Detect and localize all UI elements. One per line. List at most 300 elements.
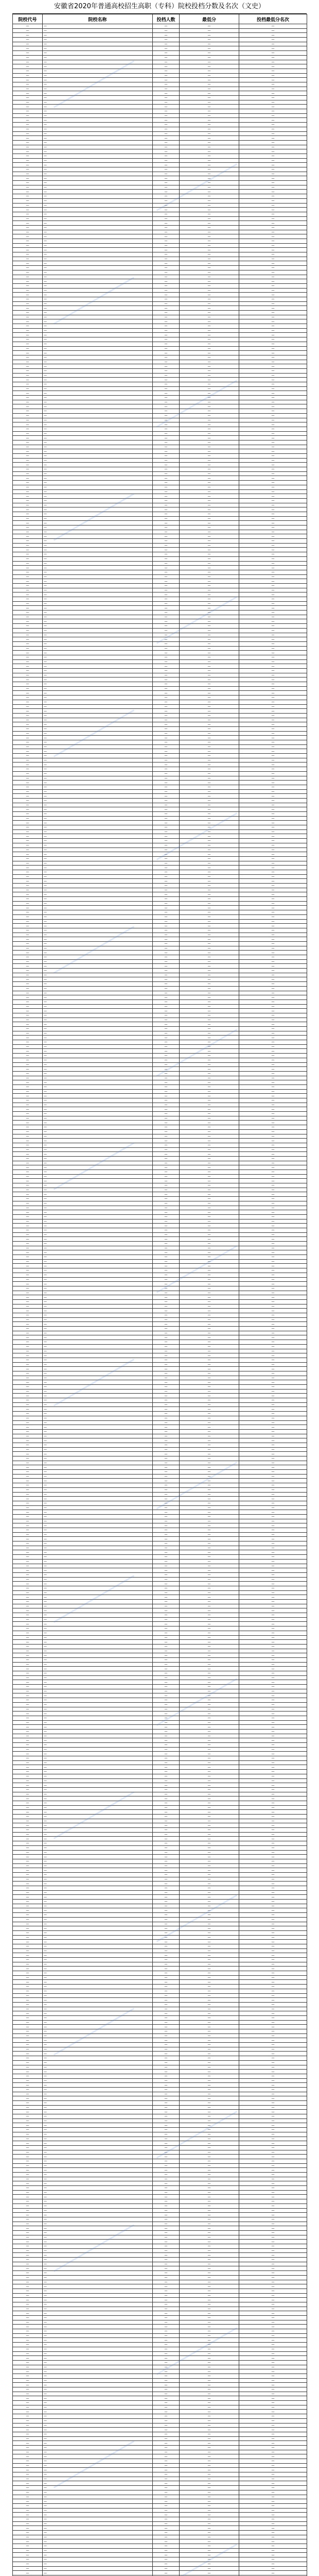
cell-count: — (153, 2468, 180, 2472)
cell-score: — (180, 87, 239, 91)
cell-count: — (153, 1653, 180, 1658)
table-row (13, 664, 307, 669)
cell-score: — (180, 422, 239, 427)
table-row (13, 1971, 307, 1976)
table-row (13, 1299, 307, 1304)
cell-name: — (43, 2302, 153, 2307)
table-row (13, 2217, 307, 2222)
cell-rank: — (239, 2289, 307, 2293)
cell-name: — (43, 1058, 153, 1062)
cell-count: — (153, 2392, 180, 2396)
table-row (13, 1076, 307, 1080)
cell-code: — (13, 1170, 43, 1175)
cell-code: — (13, 283, 43, 288)
cell-count: — (153, 91, 180, 96)
cell-code: — (13, 1376, 43, 1380)
cell-count: — (153, 686, 180, 691)
cell-count: — (153, 512, 180, 516)
cell-score: — (180, 1067, 239, 1072)
cell-rank: — (239, 2114, 307, 2119)
cell-count: — (153, 1147, 180, 1152)
cell-rank: — (239, 606, 307, 611)
cell-code: — (13, 136, 43, 141)
cell-code: — (13, 892, 43, 897)
cell-code: — (13, 1975, 43, 1980)
table-row (13, 2020, 307, 2025)
cell-name: — (43, 2168, 153, 2173)
cell-name: — (43, 1608, 153, 1613)
cell-name: — (43, 1582, 153, 1586)
cell-rank: — (239, 2347, 307, 2351)
cell-code: — (13, 2347, 43, 2351)
table-row (13, 1922, 307, 1926)
cell-code: — (13, 1930, 43, 1935)
cell-code: — (13, 937, 43, 942)
table-row (13, 1935, 307, 1940)
cell-code: — (13, 1600, 43, 1604)
cell-code: — (13, 951, 43, 955)
cell-score: — (180, 1492, 239, 1497)
cell-rank: — (239, 1649, 307, 1653)
cell-code: — (13, 194, 43, 199)
cell-rank: — (239, 1819, 307, 1823)
table-row (13, 1049, 307, 1054)
cell-code: — (13, 1407, 43, 1412)
cell-name: — (43, 1349, 153, 1353)
table-row (13, 1523, 307, 1528)
cell-score: — (180, 1514, 239, 1519)
cell-code: — (13, 991, 43, 995)
cell-score: — (180, 1823, 239, 1828)
cell-name: — (43, 1815, 153, 1819)
cell-score: — (180, 2369, 239, 2374)
table-row (13, 879, 307, 884)
cell-code: — (13, 221, 43, 226)
cell-code: — (13, 2557, 43, 2562)
cell-rank: — (239, 561, 307, 566)
cell-code: — (13, 105, 43, 109)
cell-count: — (153, 422, 180, 427)
cell-score: — (180, 136, 239, 141)
cell-score: — (180, 1707, 239, 1711)
cell-score: — (180, 346, 239, 351)
cell-score: — (180, 696, 239, 700)
cell-score: — (180, 906, 239, 910)
cell-rank: — (239, 1640, 307, 1645)
cell-rank: — (239, 682, 307, 687)
cell-count: — (153, 1734, 180, 1738)
cell-code: — (13, 1394, 43, 1398)
cell-rank: — (239, 1877, 307, 1882)
cell-code: — (13, 1993, 43, 1998)
table-row (13, 1810, 307, 1815)
cell-code: — (13, 346, 43, 351)
cell-score: — (180, 2316, 239, 2320)
cell-score: — (180, 275, 239, 279)
cell-name: — (43, 959, 153, 964)
cell-name: — (43, 463, 153, 467)
cell-count: — (153, 1765, 180, 1770)
cell-code: — (13, 1564, 43, 1568)
cell-count: — (153, 2038, 180, 2043)
table-row (13, 266, 307, 270)
cell-score: — (180, 1255, 239, 1260)
cell-code: — (13, 449, 43, 454)
cell-score: — (180, 579, 239, 584)
table-row (13, 543, 307, 548)
cell-rank: — (239, 1107, 307, 1112)
cell-score: — (180, 2137, 239, 2141)
cell-rank: — (239, 1797, 307, 1801)
table-row (13, 530, 307, 534)
cell-code: — (13, 1783, 43, 1788)
cell-score: — (180, 1845, 239, 1850)
cell-rank: — (239, 1040, 307, 1045)
cell-score: — (180, 1179, 239, 1183)
cell-name: — (43, 964, 153, 969)
cell-name: — (43, 1926, 153, 1931)
cell-count: — (153, 2566, 180, 2571)
cell-count: — (153, 2208, 180, 2213)
cell-count: — (153, 368, 180, 373)
cell-count: — (153, 1908, 180, 1913)
header-min-score-rank: 投档最低分名次 (239, 14, 307, 24)
cell-score: — (180, 2499, 239, 2504)
cell-name: — (43, 1913, 153, 1918)
cell-code: — (13, 2020, 43, 2025)
cell-score: — (180, 208, 239, 212)
cell-code: — (13, 1353, 43, 1358)
cell-name: — (43, 1523, 153, 1528)
cell-code: — (13, 866, 43, 870)
cell-name: — (43, 1335, 153, 1340)
cell-code: — (13, 2396, 43, 2401)
cell-code: — (13, 1872, 43, 1877)
cell-count: — (153, 888, 180, 892)
cell-count: — (153, 771, 180, 776)
cell-name: — (43, 1832, 153, 1837)
cell-code: — (13, 1183, 43, 1188)
cell-score: — (180, 597, 239, 602)
cell-score: — (180, 1855, 239, 1859)
cell-code: — (13, 713, 43, 718)
cell-score: — (180, 1980, 239, 1985)
cell-count: — (153, 619, 180, 624)
cell-count: — (153, 937, 180, 942)
cell-name: — (43, 1371, 153, 1376)
table-row (13, 641, 307, 646)
cell-score: — (180, 606, 239, 611)
cell-rank: — (239, 400, 307, 404)
cell-name: — (43, 664, 153, 669)
cell-rank: — (239, 1734, 307, 1738)
cell-code: — (13, 1586, 43, 1590)
table-row (13, 682, 307, 687)
cell-name: — (43, 829, 153, 834)
cell-count: — (153, 2137, 180, 2141)
cell-count: — (153, 208, 180, 212)
cell-score: — (180, 1797, 239, 1801)
cell-rank: — (239, 489, 307, 494)
cell-rank: — (239, 2230, 307, 2235)
cell-score: — (180, 1246, 239, 1250)
cell-code: — (13, 628, 43, 633)
cell-score: — (180, 1863, 239, 1868)
cell-name: — (43, 221, 153, 226)
cell-score: — (180, 977, 239, 982)
cell-code: — (13, 924, 43, 928)
cell-rank: — (239, 87, 307, 91)
cell-rank: — (239, 266, 307, 270)
cell-score: — (180, 2155, 239, 2159)
cell-rank: — (239, 995, 307, 1000)
table-row (13, 489, 307, 494)
cell-name: — (43, 2571, 153, 2575)
cell-name: — (43, 100, 153, 105)
cell-score: — (180, 1640, 239, 1645)
cell-name: — (43, 2329, 153, 2334)
table-row (13, 38, 307, 42)
cell-code: — (13, 2043, 43, 2047)
cell-count: — (153, 1590, 180, 1595)
cell-count: — (153, 1707, 180, 1711)
cell-rank: — (239, 297, 307, 301)
cell-name: — (43, 1027, 153, 1031)
cell-count: — (153, 2070, 180, 2074)
cell-name: — (43, 1044, 153, 1049)
cell-score: — (180, 149, 239, 154)
cell-name: — (43, 1098, 153, 1103)
table-row (13, 856, 307, 861)
cell-code: — (13, 2141, 43, 2146)
cell-score: — (180, 1760, 239, 1765)
cell-code: — (13, 718, 43, 722)
cell-count: — (153, 2074, 180, 2078)
table-row (13, 2204, 307, 2208)
cell-rank: — (239, 1568, 307, 1573)
cell-score: — (180, 2007, 239, 2011)
cell-name: — (43, 888, 153, 892)
table-row (13, 1895, 307, 1900)
cell-name: — (43, 2450, 153, 2454)
cell-code: — (13, 1702, 43, 1707)
cell-code: — (13, 494, 43, 499)
cell-name: — (43, 1040, 153, 1045)
cell-score: — (180, 1420, 239, 1425)
cell-name: — (43, 1452, 153, 1456)
cell-score: — (180, 2047, 239, 2052)
cell-rank: — (239, 1152, 307, 1157)
cell-code: — (13, 2562, 43, 2566)
cell-code: — (13, 583, 43, 588)
cell-name: — (43, 574, 153, 579)
cell-name: — (43, 230, 153, 234)
cell-count: — (153, 1447, 180, 1452)
cell-code: — (13, 216, 43, 221)
cell-score: — (180, 874, 239, 879)
cell-score: — (180, 1657, 239, 1662)
cell-rank: — (239, 1139, 307, 1143)
cell-score: — (180, 1935, 239, 1940)
cell-score: — (180, 1438, 239, 1443)
cell-rank: — (239, 2159, 307, 2163)
cell-count: — (153, 2145, 180, 2150)
cell-name: — (43, 1062, 153, 1067)
cell-count: — (153, 2499, 180, 2504)
cell-rank: — (239, 1975, 307, 1980)
cell-score: — (180, 2307, 239, 2311)
cell-count: — (153, 243, 180, 248)
cell-code: — (13, 2155, 43, 2159)
cell-rank: — (239, 2503, 307, 2508)
table-row (13, 440, 307, 445)
cell-code: — (13, 1989, 43, 1993)
cell-name: — (43, 1407, 153, 1412)
cell-score: — (180, 991, 239, 995)
table-row (13, 754, 307, 758)
cell-name: — (43, 1930, 153, 1935)
cell-score: — (180, 234, 239, 239)
cell-count: — (153, 2329, 180, 2334)
cell-count: — (153, 467, 180, 472)
cell-count: — (153, 1948, 180, 1953)
cell-rank: — (239, 2060, 307, 2065)
table-row (13, 1313, 307, 1318)
cell-rank: — (239, 2150, 307, 2155)
cell-code: — (13, 1743, 43, 1748)
table-row (13, 1685, 307, 1689)
cell-name: — (43, 866, 153, 870)
cell-code: — (13, 1725, 43, 1730)
cell-code: — (13, 1877, 43, 1882)
cell-name: — (43, 843, 153, 848)
cell-name: — (43, 977, 153, 982)
cell-name: — (43, 1886, 153, 1891)
cell-score: — (180, 1783, 239, 1788)
cell-code: — (13, 1447, 43, 1452)
cell-rank: — (239, 2074, 307, 2078)
cell-name: — (43, 1917, 153, 1922)
cell-count: — (153, 2235, 180, 2240)
cell-rank: — (239, 154, 307, 158)
cell-rank: — (239, 839, 307, 843)
cell-score: — (180, 324, 239, 329)
cell-count: — (153, 1420, 180, 1425)
cell-code: — (13, 526, 43, 530)
cell-rank: — (239, 293, 307, 297)
cell-code: — (13, 1322, 43, 1327)
cell-code: — (13, 1631, 43, 1635)
cell-code: — (13, 485, 43, 489)
cell-score: — (180, 1600, 239, 1604)
cell-score: — (180, 445, 239, 449)
cell-code: — (13, 1859, 43, 1863)
cell-count: — (153, 1309, 180, 1313)
cell-count: — (153, 2307, 180, 2311)
cell-code: — (13, 1895, 43, 1900)
cell-count: — (153, 2347, 180, 2351)
cell-name: — (43, 2459, 153, 2464)
cell-count: — (153, 2562, 180, 2566)
table-row (13, 1291, 307, 1295)
cell-rank: — (239, 762, 307, 767)
cell-code: — (13, 2539, 43, 2544)
table-row (13, 1116, 307, 1121)
table-row (13, 2428, 307, 2432)
cell-rank: — (239, 601, 307, 606)
table-row (13, 1917, 307, 1922)
cell-score: — (180, 212, 239, 216)
cell-name: — (43, 2472, 153, 2477)
cell-name: — (43, 1465, 153, 1470)
cell-score: — (180, 1528, 239, 1533)
cell-code: — (13, 306, 43, 311)
cell-count: — (153, 615, 180, 619)
table-row (13, 216, 307, 221)
cell-code: — (13, 2410, 43, 2414)
table-row (13, 1582, 307, 1586)
cell-rank: — (239, 78, 307, 82)
cell-rank: — (239, 825, 307, 830)
cell-score: — (180, 789, 239, 794)
table-row (13, 140, 307, 145)
table-row (13, 2333, 307, 2338)
cell-count: — (153, 1622, 180, 1626)
table-row (13, 311, 307, 315)
table-row (13, 1532, 307, 1537)
table-row (13, 2508, 307, 2513)
cell-rank: — (239, 1667, 307, 1671)
cell-name: — (43, 1975, 153, 1980)
cell-rank: — (239, 754, 307, 758)
cell-code: — (13, 2173, 43, 2177)
cell-score: — (180, 1868, 239, 1873)
cell-score: — (180, 1644, 239, 1649)
table-row (13, 973, 307, 977)
table-row (13, 910, 307, 915)
cell-count: — (153, 744, 180, 749)
cell-name: — (43, 2217, 153, 2222)
cell-code: — (13, 861, 43, 866)
cell-name: — (43, 924, 153, 928)
cell-count: — (153, 100, 180, 105)
cell-score: — (180, 2289, 239, 2293)
cell-count: — (153, 781, 180, 785)
table-row (13, 744, 307, 749)
cell-rank: — (239, 136, 307, 141)
cell-count: — (153, 1188, 180, 1192)
table-row (13, 498, 307, 503)
cell-count: — (153, 1353, 180, 1358)
cell-code: — (13, 1698, 43, 1703)
table-row (13, 2070, 307, 2074)
cell-score: — (180, 1582, 239, 1586)
table-row (13, 1756, 307, 1761)
cell-score: — (180, 1604, 239, 1608)
cell-count: — (153, 154, 180, 158)
table-row (13, 2110, 307, 2114)
cell-name: — (43, 1877, 153, 1882)
cell-count: — (153, 476, 180, 481)
cell-score: — (180, 1882, 239, 1886)
cell-count: — (153, 1340, 180, 1345)
cell-rank: — (239, 1470, 307, 1475)
table-row (13, 677, 307, 682)
cell-name: — (43, 136, 153, 141)
cell-count: — (153, 1461, 180, 1465)
cell-score: — (180, 2052, 239, 2056)
cell-rank: — (239, 216, 307, 221)
